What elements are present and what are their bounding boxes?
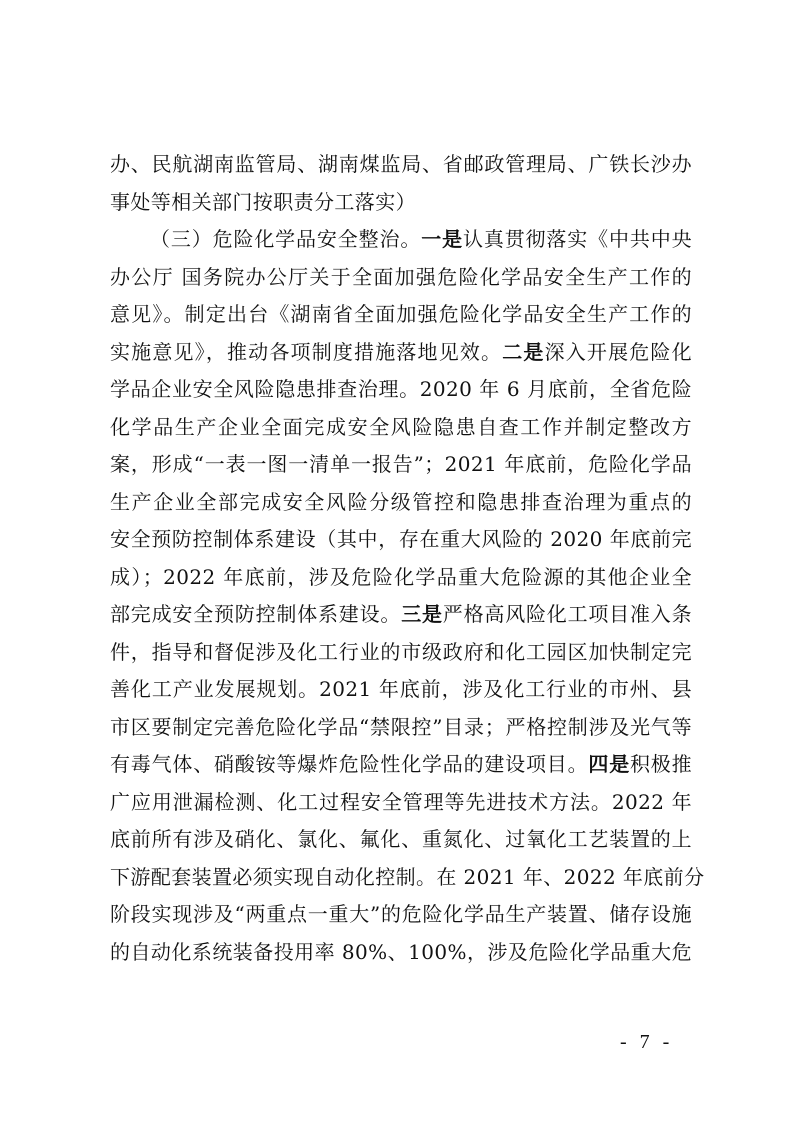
text-segment: 生产企业全部完成安全风险分级管控和隐患排查治理为重点的 (110, 489, 692, 514)
body-text (110, 146, 705, 971)
text-segment: 认真贯彻落实《中共中央 (462, 227, 692, 251)
text-segment: 有毒气体、硝酸铵等爆炸危险性化学品的建设项目。 (110, 752, 589, 776)
text-segment: 案，形成“一表一图一清单一报告”；2021 年底前，危险化学品 (110, 452, 692, 476)
text-line (110, 521, 692, 559)
text-segment: 广应用泄漏检测、化工过程安全管理等先进技术方法。2022 年 (110, 789, 692, 814)
text-line (110, 184, 692, 222)
text-segment: 学品企业安全风险隐患排查治理。2020 年 6 月底前，全省危险 (110, 377, 692, 401)
text-line (110, 934, 692, 972)
text-line (110, 859, 705, 897)
text-line (110, 671, 692, 709)
text-segment: 部完成安全预防控制体系建设。 (110, 602, 402, 626)
text-line (110, 596, 692, 634)
text-segment: 意见》。制定出台《湖南省全面加强危险化学品安全生产工作的 (110, 302, 692, 326)
text-line (110, 409, 692, 447)
text-segment: 善化工产业发展规划。2021 年底前，涉及化工行业的市州、县 (110, 677, 692, 701)
text-segment: （三）危险化学品安全整治。 (150, 227, 422, 251)
text-segment: 积极推 (630, 752, 692, 776)
text-segment: 成）；2022 年底前，涉及危险化学品重大危险源的其他企业全 (110, 564, 692, 589)
text-segment: 办、民航湖南监管局、湖南煤监局、省邮政管理局、广铁长沙办 (110, 152, 692, 176)
text-line (110, 709, 692, 747)
text-segment: 件，指导和督促涉及化工行业的市级政府和化工园区加快制定完 (110, 639, 692, 664)
text-line (110, 746, 692, 784)
text-segment: 实施意见》，推动各项制度措施落地见效。 (110, 339, 503, 364)
text-line (110, 259, 692, 297)
text-segment: 化学品生产企业全面完成安全风险隐患自查工作并制定整改方 (110, 414, 692, 439)
text-line (110, 559, 692, 597)
text-segment: 深入开展危险化 (544, 339, 692, 364)
text-line (110, 896, 692, 934)
emphasis-keyword: 四是 (588, 752, 630, 776)
text-segment: 阶段实现涉及“两重点一重大”的危险化学品生产装置、储存设施 (110, 902, 692, 926)
emphasis-keyword: 三是 (401, 602, 443, 626)
text-line (110, 221, 692, 259)
text-line (110, 484, 692, 522)
text-line (110, 784, 692, 822)
text-line (110, 821, 692, 859)
text-segment: 事处等相关部门按职责分工落实） (110, 189, 416, 214)
text-segment: 市区要制定完善危险化学品“禁限控”目录；严格控制涉及光气等 (110, 714, 692, 739)
text-line (110, 446, 692, 484)
text-segment: 的自动化系统装备投用率 80%、100%，涉及危险化学品重大危 (110, 939, 692, 964)
text-line (110, 334, 692, 372)
text-line (110, 634, 692, 672)
emphasis-keyword: 一是 (421, 227, 463, 251)
text-line (110, 296, 692, 334)
page-number: - 7 - (620, 1031, 674, 1053)
text-segment: 办公厅 国务院办公厅关于全面加强危险化学品安全生产工作的 (110, 264, 692, 289)
text-segment: 底前所有涉及硝化、氯化、氟化、重氮化、过氧化工艺装置的上 (110, 827, 692, 851)
text-line (110, 371, 692, 409)
emphasis-keyword: 二是 (502, 339, 545, 364)
text-line (110, 146, 692, 184)
text-segment: 严格高风险化工项目准入条 (442, 602, 692, 626)
text-segment: 安全预防控制体系建设（其中，存在重大风险的 2020 年底前完 (110, 527, 692, 551)
text-segment: 下游配套装置必须实现自动化控制。在 2021 年、2022 年底前分 (110, 864, 705, 889)
